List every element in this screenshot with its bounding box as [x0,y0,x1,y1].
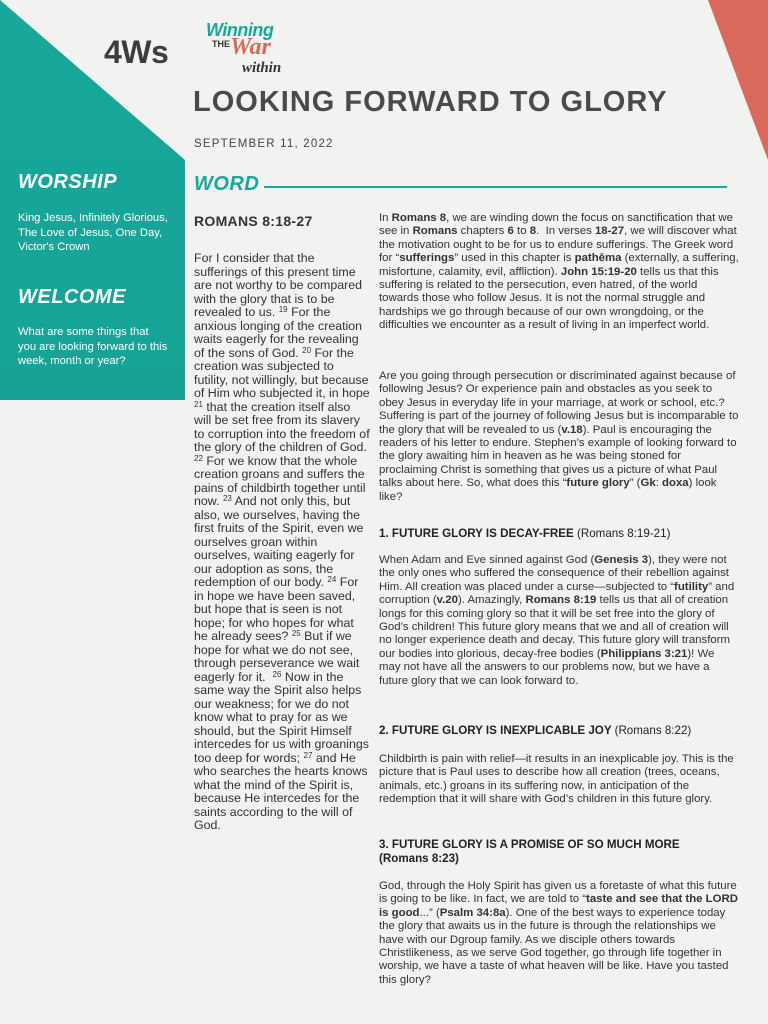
page-title: LOOKING FORWARD TO GLORY [193,86,668,118]
welcome-heading: WELCOME [18,286,126,308]
winning-the-war-within-logo [200,20,290,80]
welcome-question: What are some things that you are looking forward to this week, month or year? [18,326,168,367]
scripture-reference: ROMANS 8:18-27 [194,213,313,229]
section-heading-3: 3. FUTURE GLORY IS A PROMISE OF SO MUCH MORE (Romans 8:23) [379,838,680,865]
word-heading: WORD [194,173,260,195]
section-1-text: When Adam and Eve sinned against God (Genesis 3), they were not the only ones who suffered the consequence of their rebellion against Him. All creation was placed under a curse—subjected to “futility” and corruption (v.20). Amazingly, Romans 8:19 tells us that all of creation longs for this coming glory so that it will be set free into the glory of God’s children! This future glory means that we and all of creation will no longer experience death and decay. This future glory will transform our bodies into glorious, decay-free bodies (Philippians 3:21)! We may not have all the answers to our problems now, but we have a future glory that we can look forward to. [379,554,735,687]
section-heading-2: 2. FUTURE GLORY IS INEXPLICABLE JOY (Romans 8:22) [379,724,692,737]
worship-songs: King Jesus, Infinitely Glorious, The Love of Jesus, One Day, Victor's Crown [18,212,168,253]
worship-heading: WORSHIP [18,171,118,193]
logo-text-winning: Winning [206,20,274,40]
word-divider [264,186,727,188]
date: SEPTEMBER 11, 2022 [194,138,334,150]
section-heading-1: 1. FUTURE GLORY IS DECAY-FREE (Romans 8:19-21) [379,527,671,540]
logo-text-war: War [230,34,271,60]
scripture-text: For I consider that the sufferings of this present time are not worthy to be compared with the glory that is to be revealed to us. $^{19}$ For the anxious longing of the creation waits eagerly for the revealing of the sons of God. $^{20}$ For the creation was subjected to futility, not willingly, but because of Him who subjected it, in hope $^{21}$ that the creation itself also will be set free from its slavery to corruption into the freedom of the glory of the children of God. $^{22}$ For we know that the whole creation groans and suffers the pains of childbirth together until now. $^{23}$ And not only this, but also, we ourselves, having the first fruits of the Spirit, even we ourselves groan within ourselves, waiting eagerly for our adoption as sons, the redemption of our body. $^{24}$ For in hope we have been saved, but hope that is seen is not hope; for who hopes for what he already sees? $^{25}$ But if we hope for what we do not see, through perseverance we wait eagerly for it. $^{26}$ Now in the same way the Spirit also helps our weakness; for we do not know what to pray for as we should, but the Spirit Himself intercedes for us with groanings too deep for words; $^{27}$ and He who searches the hearts knows what the mind of the Spirit is, because He intercedes for the saints according to the will of God. [194,251,370,832]
logo-text-within: within [242,60,282,76]
red-corner-shape [708,0,768,160]
intro-paragraph: In Romans 8, we are winding down the focus on sanctification that we see in Romans chapters 6 to 8. In verses 18-27, we will discover what the motivation ought to be for us to endure sufferings. The Greek word for “sufferings” used in this chapter is pathēma (externally, a suffering, misfortune, calamity, evil, affliction). John 15:19-20 tells us that this suffering is related to the persecution, even hatred, of the world towards those who follow Jesus. It is not the normal struggle and hardships we go through because of our own wrongdoing, or the difficulties we encounter as a result of living in an imperfect world. [379,212,739,332]
logo-text-the: THE [212,39,230,49]
section-3-text: God, through the Holy Spirit has given us a foretaste of what this future is going to be like. In fact, we are told to “taste and see that the LORD is good...” (Psalm 34:8a). One of the best ways to experience today the glory that awaits us in the future is through the relationships we have with our Dgroup family. As we disciple others towards Christlikeness, as we serve God together, go through life together in worship, we have a taste of what heaven will be like. Have you tasted this glory? [379,880,738,986]
section-2-text: Childbirth is pain with relief—it results in an inexplicable joy. This is the picture that is Paul uses to describe how all creation (trees, oceans, animals, etc.) groans in its suffering now, in anticipation of the redemption that it will share with God’s children in this future glory. [379,753,734,806]
brand-logo: 4Ws [104,34,169,70]
question-paragraph: Are you going through persecution or discriminated against because of following Jesus? Or experience pain and obstacles as you seek to obey Jesus in everyday life in your marriage, at work or school, etc.? Suffering is part of the journey of following Jesus but is incomparable to the glory that will be revealed to us (v.18). Paul is encouraging the readers of his letter to endure. Stephen’s example of looking forward to the glory awaiting him in heaven as he was being stoned for proclaiming Christ is something that gives us a picture of what Paul talks about here. So, what does this “future glory” (Gk: doxa) look like? [379,370,739,503]
